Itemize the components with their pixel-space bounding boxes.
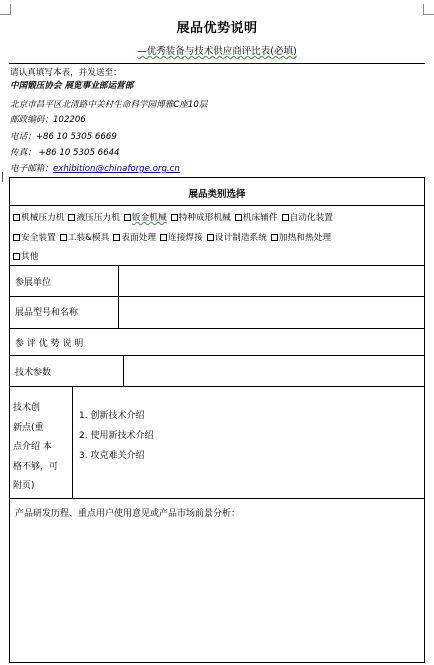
fax-text: 传真： +86 10 5305 6644: [10, 148, 120, 158]
category-option-label: 设计制造系统: [214, 233, 267, 243]
category-row-1: [13, 212, 337, 224]
category-option-label: 表面处理: [121, 233, 157, 243]
checkbox[interactable]: [282, 214, 289, 221]
exhibitor-label: 参展单位: [15, 278, 52, 288]
category-option-label: 其他: [21, 252, 39, 262]
category-option-label: 特种成形机械: [178, 213, 231, 223]
innovation-item-2: 2. 使用新技术介绍: [79, 431, 154, 441]
row-divider: [10, 296, 424, 297]
category-option[interactable]: [235, 212, 278, 224]
advantages-label: 参 评 优 势 说 明: [15, 339, 84, 349]
category-option-label: 自动化装置: [289, 213, 333, 223]
model-label: 展品型号和名称: [15, 308, 79, 318]
checkbox[interactable]: [60, 234, 67, 241]
category-option-label: 安全装置: [21, 233, 56, 243]
checkbox[interactable]: [68, 214, 75, 221]
category-row-3: [13, 251, 42, 263]
email-line: [10, 163, 180, 176]
margin-corner-mark: [423, 4, 434, 15]
history-label: 产品研发历程、重点用户使用意见或产品市场前景分析：: [15, 509, 241, 519]
checkbox[interactable]: [235, 214, 242, 221]
category-option[interactable]: [13, 251, 38, 263]
title-divider: [9, 63, 425, 64]
evaluation-form-table: [9, 177, 425, 663]
row-divider: [10, 355, 424, 356]
row-divider: [10, 265, 424, 266]
margin-corner-mark: [0, 4, 11, 15]
postcode-text: 邮政编码：102206: [10, 115, 86, 125]
category-option[interactable]: [13, 232, 56, 244]
innovation-item-3: 3. 攻克难关介绍: [79, 451, 145, 461]
organization-name: 中国锻压协会 展览事业部运营部: [10, 81, 134, 91]
category-option-label: 液压压力机: [76, 213, 120, 223]
category-option[interactable]: [271, 232, 331, 244]
checkbox[interactable]: [113, 234, 120, 241]
checkbox[interactable]: [160, 234, 167, 241]
row-divider: [10, 205, 424, 206]
category-option[interactable]: [124, 212, 167, 224]
category-heading: 展品类别选择: [188, 189, 246, 200]
checkbox[interactable]: [13, 234, 20, 241]
innovation-label: 技术创 新点(重 点介绍 本 格不够，可 附页): [13, 403, 59, 491]
category-option-label: 加热和热处理: [278, 233, 332, 243]
category-option[interactable]: [160, 232, 203, 244]
checkbox[interactable]: [171, 214, 178, 221]
category-option-label: 钣金机械: [131, 213, 167, 223]
checkbox[interactable]: [207, 234, 214, 241]
checkbox[interactable]: [13, 253, 20, 260]
category-option-label: 机械压力机: [21, 213, 65, 223]
instruction-text: 请认真填写本表，并发送至：: [10, 68, 122, 78]
category-option[interactable]: [171, 212, 231, 224]
category-option[interactable]: [282, 212, 333, 224]
category-option[interactable]: [207, 232, 267, 244]
checkbox[interactable]: [124, 214, 131, 221]
category-option-label: 连接焊接: [168, 233, 203, 243]
category-option[interactable]: [60, 232, 110, 244]
document-subtitle: —优秀装备与技术供应商评比表(必填): [137, 46, 297, 57]
category-option[interactable]: [113, 232, 156, 244]
phone-text: 电话：+86 10 5305 6669: [10, 132, 117, 142]
checkbox[interactable]: [13, 214, 20, 221]
address-text: 北京市昌平区北清路中关村生命科学园博雅C座10层: [10, 100, 208, 110]
category-option-label: 机床辅件: [242, 213, 278, 223]
innovation-item-1: 1. 创新技术介绍: [79, 411, 145, 421]
text-cursor: [2, 172, 3, 182]
row-divider: [10, 328, 424, 329]
email-label: 电子邮箱：: [10, 164, 53, 174]
category-option[interactable]: [68, 212, 119, 224]
document-title: 展品优势说明: [176, 21, 258, 36]
email-link[interactable]: exhibition@chinaforge.org.cn: [52, 164, 180, 174]
row-divider: [10, 498, 424, 499]
category-row-2: [13, 232, 335, 244]
tech-params-label: 技术参数: [15, 368, 52, 378]
category-option[interactable]: [13, 212, 64, 224]
column-divider: [123, 355, 124, 386]
checkbox[interactable]: [271, 234, 278, 241]
category-option-label: 工装&模具: [67, 233, 110, 243]
column-divider: [72, 386, 73, 498]
